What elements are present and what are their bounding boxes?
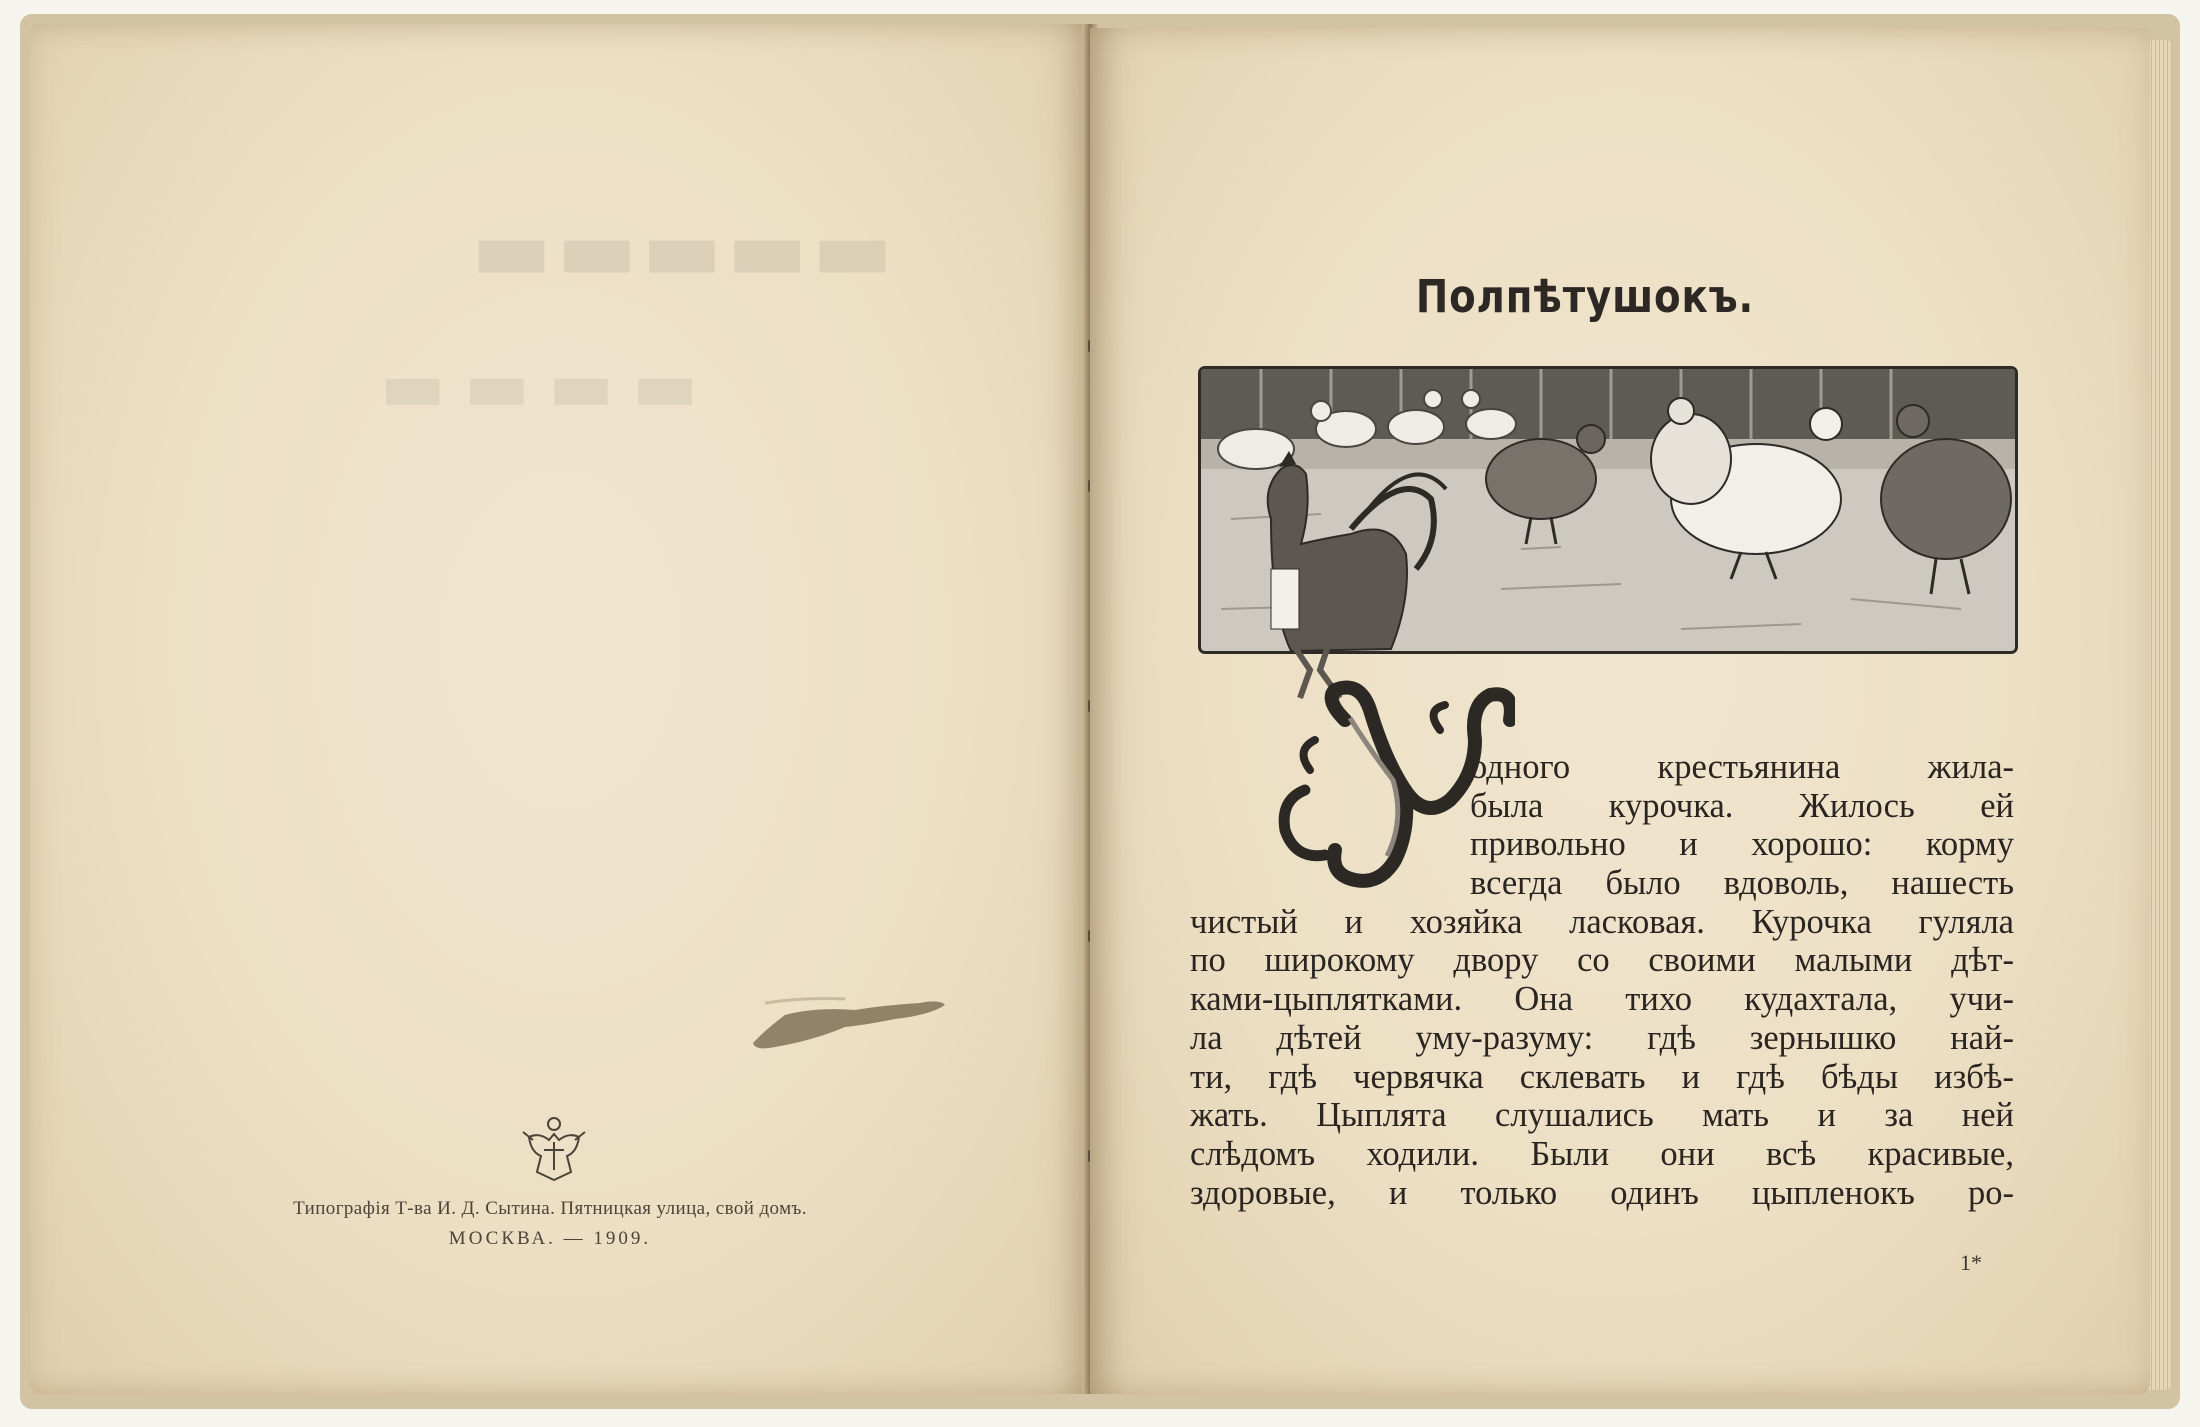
text-line: чистый и хозяйка ласковая. Курочка гуляла	[1190, 902, 2014, 941]
page-number: 1*	[1960, 1250, 1982, 1275]
imprint-city-year: МОСКВА. — 1909.	[448, 1228, 652, 1249]
story-text	[1190, 748, 2014, 1212]
left-page	[30, 24, 1090, 1394]
text-line: слѣдомъ ходили. Были они всѣ красивые,	[1190, 1134, 2014, 1173]
text-line: ками-цыплятками. Она тихо кудахтала, учи-	[1190, 980, 2014, 1019]
text-line: ла дѣтей уму-разуму: гдѣ зернышко най-	[1190, 1018, 2014, 1057]
text-line: одного крестьянина жила-	[1470, 748, 2014, 786]
show-through-title: ▬▬▬▬▬	[466, 199, 894, 300]
ink-stain	[745, 985, 950, 1055]
text-line: была курочка. Жилось ей	[1470, 786, 2014, 825]
imprint-printer: Типографія Т-ва И. Д. Сытина. Пятницкая улица, свой домъ.	[293, 1198, 807, 1219]
text-line: всегда было вдоволь, нашесть	[1470, 864, 2014, 903]
printer-imprint	[180, 1198, 920, 1250]
story-title: Полпѣтушокъ.	[1415, 270, 1755, 323]
double-headed-eagle-emblem	[519, 1112, 589, 1184]
text-line: ти, гдѣ червячка склевать и гдѣ бѣды избѣ-	[1190, 1057, 2014, 1096]
text-line: жать. Цыплята слушались мать и за ней	[1190, 1096, 2014, 1135]
poultry-yard-illustration	[1198, 366, 2018, 654]
show-through-subtitle: ▬▬▬▬	[361, 344, 699, 427]
text-line: по широкому двору со своими малыми дѣт-	[1190, 941, 2014, 980]
text-line: здоровые, и только одинъ цыпленокъ ро-	[1190, 1173, 2014, 1212]
text-line: привольно и хорошо: корму	[1470, 825, 2014, 864]
